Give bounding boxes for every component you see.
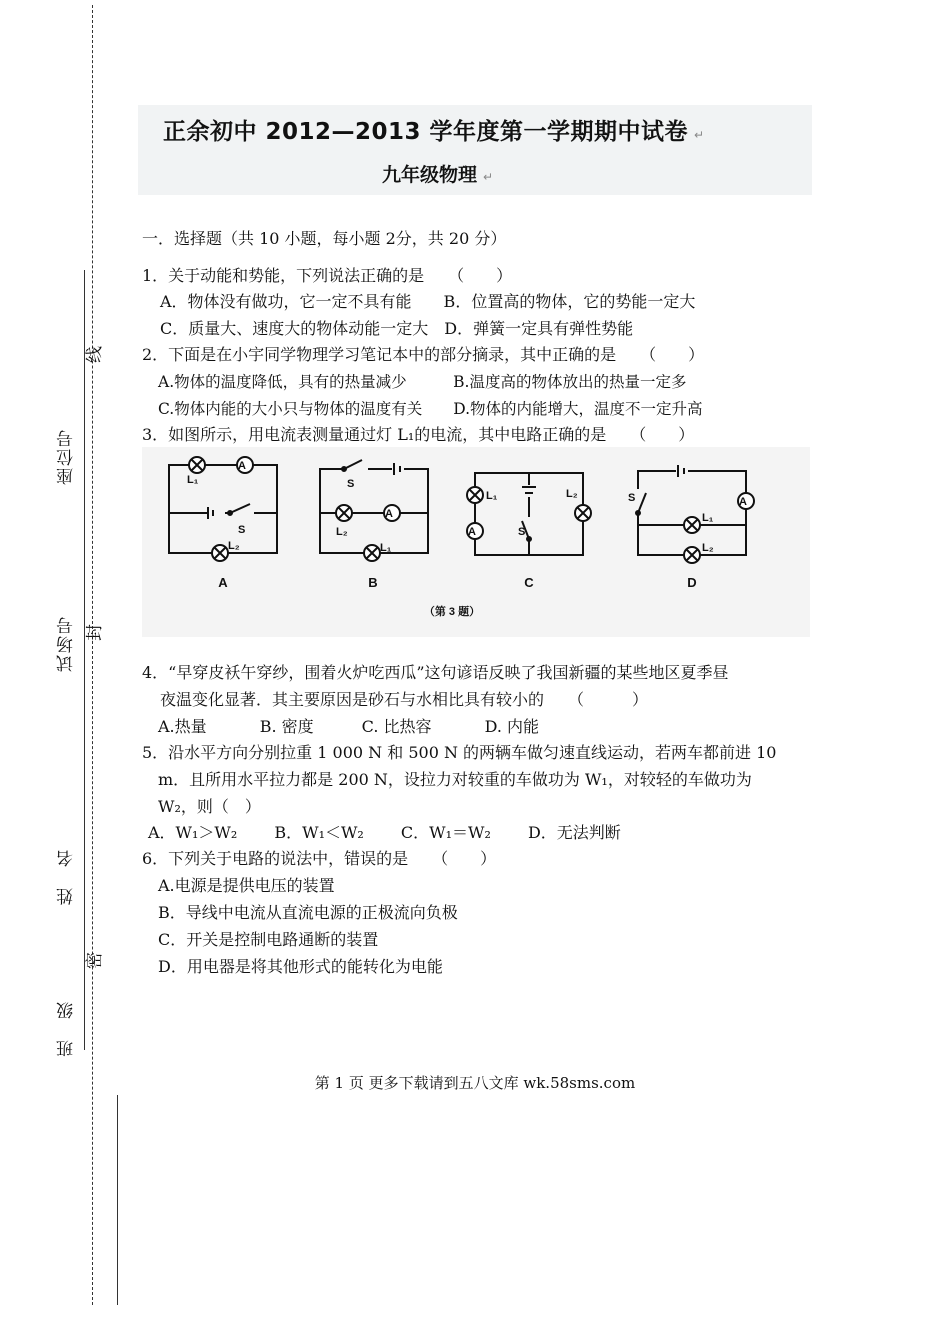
ammeter-a-symbol: A: [238, 460, 246, 472]
q3-stem: 3．如图所示，用电流表测量通过灯 L₁的电流，其中电路正确的是 （ ）: [142, 425, 695, 444]
q5-options: A．W₁＞W₂ B．W₁＜W₂ C．W₁＝W₂ D．无法判断: [148, 823, 621, 842]
q1-stem: 1．关于动能和势能，下列说法正确的是 （ ）: [142, 266, 513, 285]
lamp-c-l2: L₂: [566, 488, 578, 500]
figure-caption: （第 3 题）: [423, 606, 481, 618]
circuit-figure: [142, 447, 810, 637]
exam-room-label: 试场号: [57, 615, 77, 672]
lamp-a-l1: L₁: [187, 474, 199, 486]
figure-label-b: B: [368, 575, 378, 590]
circuit-d: [632, 465, 754, 563]
figure-label-c: C: [524, 575, 534, 590]
switch-d-s: S: [628, 492, 636, 504]
ammeter-c-symbol: A: [468, 526, 476, 538]
exam-title: 正余初中 2012—2013 学年度第一学期期中试卷 ↵: [163, 119, 705, 145]
q2-options-ab: A.物体的温度降低，具有的热量减少 B.温度高的物体放出的热量一定多: [158, 373, 687, 391]
q5-line2: m．且所用水平拉力都是 200 N，设拉力对较重的车做功为 W₁，对较轻的车做功为: [158, 770, 752, 789]
q5-line1: 5．沿水平方向分别拉重 1 000 N 和 500 N 的两辆车做匀速直线运动，若两车都前进 10: [142, 743, 777, 762]
section-heading: 一．选择题（共 10 小题，每小题 2分，共 20 分）: [142, 229, 507, 248]
ammeter-d-symbol: A: [739, 496, 747, 508]
margin-seal-label: 封: [85, 624, 105, 641]
lamp-c-l1: L₁: [486, 490, 498, 502]
switch-a-s: S: [238, 524, 246, 536]
q1-options-ab: A．物体没有做功，它一定不具有能 B．位置高的物体，它的势能一定大: [160, 292, 696, 311]
margin-line-label: 线: [85, 346, 105, 363]
class-label: 班 级: [57, 1000, 77, 1057]
seat-number-label: 座位号: [57, 428, 77, 485]
lamp-b-l1: L₁: [380, 542, 392, 554]
q6-stem: 6．下列关于电路的说法中，错误的是 （ ）: [142, 849, 497, 868]
binding-solid-line: [117, 1095, 118, 1305]
q2-options-cd: C.物体内能的大小只与物体的温度有关 D.物体的内能增大，温度不一定升高: [158, 400, 703, 418]
lamp-a-l2: L₂: [228, 540, 240, 552]
q6-option-c: C．开关是控制电路通断的装置: [158, 930, 379, 949]
figure-label-a: A: [218, 575, 228, 590]
lamp-b-l2: L₂: [336, 526, 348, 538]
circuit-a: [169, 457, 277, 561]
ammeter-b-symbol: A: [385, 508, 393, 520]
q2-stem: 2．下面是在小宇同学物理学习笔记本中的部分摘录，其中正确的是 （ ）: [142, 345, 705, 364]
circuit-c: [467, 473, 591, 555]
lamp-d-l1: L₁: [702, 512, 714, 524]
q5-line3: W₂，则（ ）: [158, 797, 261, 816]
q6-option-d: D．用电器是将其他形式的能转化为电能: [158, 957, 443, 976]
q4-line2: 夜温变化显著．其主要原因是砂石与水相比具有较小的 （ ）: [160, 690, 649, 709]
switch-c-s: S: [518, 526, 526, 538]
q4-line1: 4．“早穿皮袄午穿纱，围着火炉吃西瓜”这句谚语反映了我国新疆的某些地区夏季昼: [142, 663, 729, 682]
binding-dashed-line: [92, 5, 93, 1305]
q6-option-a: A.电源是提供电压的装置: [158, 876, 335, 895]
page-footer: 第 1 页 更多下载请到五八文库 wk.58sms.com: [314, 1074, 636, 1092]
margin-secret-label: 密: [85, 952, 105, 969]
exam-subtitle: 九年级物理 ↵: [382, 164, 494, 186]
name-label: 姓 名: [57, 848, 77, 905]
binding-solid-line-inner: [84, 270, 85, 1050]
q4-options: A.热量 B. 密度 C. 比热容 D. 内能: [158, 717, 540, 736]
q1-options-cd: C．质量大、速度大的物体动能一定大 D．弹簧一定具有弹性势能: [160, 319, 634, 338]
figure-label-d: D: [687, 575, 697, 590]
q6-option-b: B．导线中电流从直流电源的正极流向负极: [158, 903, 458, 922]
lamp-d-l2: L₂: [702, 542, 714, 554]
switch-b-s: S: [347, 478, 355, 490]
circuit-b: [320, 460, 428, 561]
